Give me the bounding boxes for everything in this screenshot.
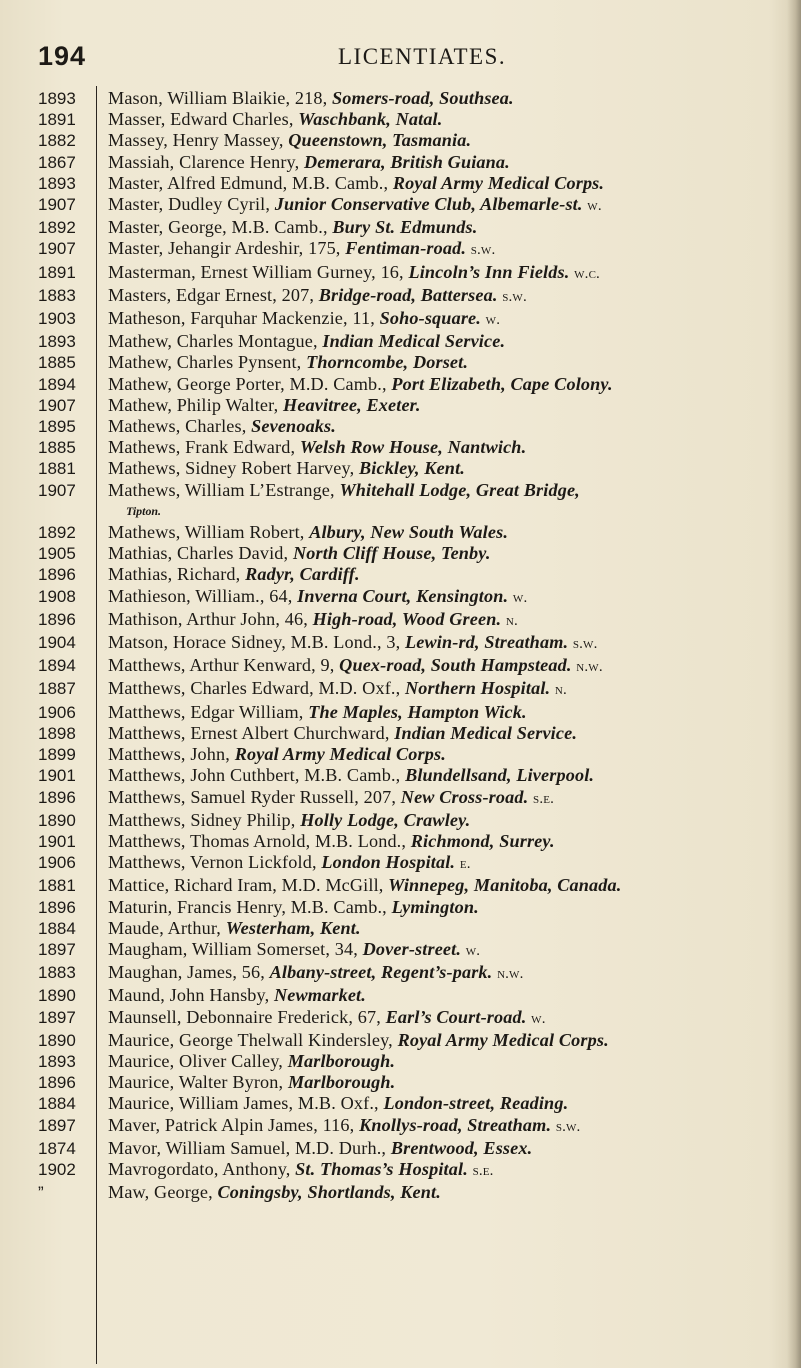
entry-text <box>108 437 792 458</box>
entry-text <box>108 1072 792 1093</box>
entry-address: High-road, Wood Green. <box>312 608 502 629</box>
entry-address: Northern Hospital. <box>405 678 551 699</box>
list-item <box>38 723 798 744</box>
entry-name: Mathias, Richard, <box>108 564 246 585</box>
entry-name: Matthews, Edgar William, <box>108 701 309 722</box>
entry-name: Matthews, Sidney Philip, <box>108 809 301 830</box>
entry-postal-district: w. <box>485 312 501 329</box>
entry-year: 1897 <box>38 939 76 959</box>
page-number: 194 <box>38 41 87 71</box>
entry-year: 1896 <box>38 787 76 807</box>
entry-year: 1891 <box>38 110 76 130</box>
entry-address: Coningsby, Shortlands, Kent. <box>217 1182 441 1203</box>
licentiate-list <box>38 88 798 1203</box>
entry-address: Bickley, Kent. <box>358 458 465 479</box>
entry-year: 1893 <box>38 173 76 193</box>
entry-text <box>108 831 792 852</box>
entry-address: Lincoln’s Inn Fields. <box>408 261 570 282</box>
entry-address: New Cross-road. <box>400 786 529 807</box>
list-item <box>38 632 798 655</box>
entry-text <box>108 88 792 109</box>
entry-text <box>108 810 792 831</box>
entry-text <box>108 1159 792 1182</box>
entry-year: 1893 <box>38 1051 76 1071</box>
entry-text <box>108 1007 792 1030</box>
list-item <box>38 109 798 130</box>
list-item <box>38 962 798 985</box>
entry-name: Maunsell, Debonnaire Frederick, 67, <box>108 1006 386 1027</box>
list-item <box>38 522 798 543</box>
entry-text <box>108 875 792 896</box>
entry-address: Newmarket. <box>274 985 366 1006</box>
entry-address: Dover-street. <box>362 938 462 959</box>
list-item <box>38 352 798 373</box>
entry-address: Brentwood, Essex. <box>390 1137 533 1158</box>
entry-address: Bridge-road, Battersea. <box>318 284 498 305</box>
list-item <box>38 480 798 522</box>
entry-text <box>108 1182 792 1203</box>
list-item <box>38 437 798 458</box>
entry-year: 1892 <box>38 523 76 543</box>
entry-year: 1903 <box>38 309 76 329</box>
entry-text <box>108 962 792 985</box>
entry-year: 1901 <box>38 766 76 786</box>
entry-text <box>108 765 792 786</box>
entry-text <box>108 480 792 501</box>
entry-year: 1890 <box>38 1030 76 1050</box>
entry-name: Maw, George, <box>108 1182 218 1203</box>
entry-year: 1905 <box>38 544 76 564</box>
list-item <box>38 1030 798 1051</box>
entry-year: 1885 <box>38 353 76 373</box>
entry-postal-district: w. <box>465 942 481 959</box>
entry-name: Masterman, Ernest William Gurney, 16, <box>108 261 409 282</box>
entry-address: Fentiman-road. <box>345 238 467 259</box>
entry-name: Matthews, John, <box>108 744 235 765</box>
entry-year: 1895 <box>38 417 76 437</box>
list-item <box>38 678 798 701</box>
list-item <box>38 810 798 831</box>
entry-text <box>108 744 792 765</box>
entry-address: Marlborough. <box>287 1050 396 1071</box>
entry-name: Matthews, Ernest Albert Churchward, <box>108 722 395 743</box>
entry-name: Mason, William Blaikie, 218, <box>108 88 333 108</box>
entry-text <box>108 609 792 632</box>
entry-text <box>108 985 792 1006</box>
entry-year: 1906 <box>38 853 76 873</box>
entry-name: Master, Dudley Cyril, <box>108 194 275 215</box>
page-header <box>38 41 778 77</box>
list-item <box>38 1007 798 1030</box>
list-item <box>38 787 798 810</box>
entry-name: Master, Jehangir Ardeshir, 175, <box>108 238 346 259</box>
entry-name: Mathieson, William., 64, <box>108 585 298 606</box>
entry-year: 1881 <box>38 876 76 896</box>
entry-name: Mathews, William L’Estrange, <box>108 479 340 500</box>
list-item <box>38 985 798 1006</box>
entry-name: Master, Alfred Edmund, M.B. Camb., <box>108 172 393 193</box>
entry-text <box>108 173 792 194</box>
entry-postal-district: s.w. <box>555 1118 581 1135</box>
list-item <box>38 1159 798 1182</box>
entry-name: Mathison, Arthur John, 46, <box>108 608 313 629</box>
list-item <box>38 1093 798 1114</box>
entry-text <box>108 852 792 875</box>
entry-address: Somers-road, Southsea. <box>332 88 514 108</box>
entry-text <box>108 194 792 217</box>
entry-name: Massiah, Clarence Henry, <box>108 151 304 172</box>
entry-address: Indian Medical Service. <box>394 722 578 743</box>
entry-text <box>108 458 792 479</box>
entry-address: North Cliff House, Tenby. <box>292 543 491 564</box>
entry-name: Matthews, John Cuthbert, M.B. Camb., <box>108 765 406 786</box>
entry-address: Lymington. <box>391 896 479 917</box>
entry-address: Queenstown, Tasmania. <box>288 130 472 151</box>
entry-text <box>108 416 792 437</box>
entry-address-continuation: Tipton. <box>126 503 162 518</box>
entry-postal-district: w.c. <box>574 265 600 282</box>
list-item <box>38 609 798 632</box>
entry-postal-district: n.w. <box>576 659 603 676</box>
entry-address: Holly Lodge, Crawley. <box>300 809 471 830</box>
entry-name: Maughan, James, 56, <box>108 962 270 983</box>
entry-text <box>108 522 792 543</box>
list-item <box>38 586 798 609</box>
entry-postal-district: n. <box>554 682 567 699</box>
entry-year: 1904 <box>38 633 76 653</box>
entry-name: Matthews, Samuel Ryder Russell, 207, <box>108 786 401 807</box>
entry-year: 1892 <box>38 218 76 238</box>
entry-address: Lewin-rd, Streatham. <box>405 632 569 653</box>
entry-name: Matthews, Arthur Kenward, 9, <box>108 655 340 676</box>
entry-text <box>108 702 792 723</box>
list-item <box>38 765 798 786</box>
entry-name: Mathew, Charles Montague, <box>108 331 323 352</box>
entry-text <box>108 374 792 395</box>
list-item <box>38 285 798 308</box>
entry-address: Richmond, Surrey. <box>410 830 555 851</box>
list-item <box>38 416 798 437</box>
entry-address: Quex-road, South Hampstead. <box>339 655 572 676</box>
entry-year: 1891 <box>38 262 76 282</box>
entry-year: 1896 <box>38 609 76 629</box>
entry-year: 1890 <box>38 810 76 830</box>
entry-name: Mathews, William Robert, <box>108 522 310 543</box>
list-item <box>38 1182 798 1203</box>
entry-text <box>108 1030 792 1051</box>
entry-text <box>108 331 792 352</box>
entry-year: 1896 <box>38 1073 76 1093</box>
list-item <box>38 564 798 585</box>
list-item <box>38 1115 798 1138</box>
entry-name: Matson, Horace Sidney, M.B. Lond., 3, <box>108 632 406 653</box>
entry-address: Junior Conservative Club, Albemarle-st. <box>274 194 583 215</box>
entry-year: 1907 <box>38 395 76 415</box>
entry-name: Maturin, Francis Henry, M.B. Camb., <box>108 896 392 917</box>
list-item <box>38 1072 798 1093</box>
entry-year: 1906 <box>38 702 76 722</box>
running-head: LICENTIATES. <box>338 44 507 69</box>
entry-text <box>108 152 792 173</box>
entry-text <box>108 939 792 962</box>
entry-year: 1884 <box>38 1094 76 1114</box>
list-item <box>38 395 798 416</box>
entry-name: Maude, Arthur, <box>108 917 226 938</box>
entry-address: Royal Army Medical Corps. <box>234 744 446 765</box>
entry-postal-district: n.w. <box>497 966 524 983</box>
list-item <box>38 939 798 962</box>
entry-address: Whitehall Lodge, Great Bridge, <box>339 479 580 500</box>
list-item <box>38 374 798 395</box>
entry-year: 1894 <box>38 374 76 394</box>
list-item <box>38 702 798 723</box>
list-item <box>38 331 798 352</box>
entry-text <box>108 217 792 238</box>
entry-address: London-street, Reading. <box>383 1093 569 1114</box>
list-item <box>38 152 798 173</box>
entry-address: Westerham, Kent. <box>225 917 361 938</box>
entry-year: 1907 <box>38 239 76 259</box>
list-item <box>38 655 798 678</box>
entry-year: 1893 <box>38 89 76 108</box>
entry-address: Albury, New South Wales. <box>309 522 509 543</box>
entry-text <box>108 564 792 585</box>
entry-year: 1867 <box>38 152 76 172</box>
list-item <box>38 130 798 151</box>
entry-year: 1884 <box>38 918 76 938</box>
entry-address: Bury St. Edmunds. <box>332 217 478 238</box>
entry-year: ” <box>38 1183 44 1203</box>
entry-year: 1890 <box>38 986 76 1006</box>
entry-text <box>108 632 792 655</box>
entry-name: Maurice, William James, M.B. Oxf., <box>108 1093 384 1114</box>
entry-text <box>108 109 792 130</box>
entry-address: Welsh Row House, Nantwich. <box>299 437 527 458</box>
entry-address: Royal Army Medical Corps. <box>397 1029 609 1050</box>
entry-text <box>108 1051 792 1072</box>
entry-name: Mavor, William Samuel, M.D. Durh., <box>108 1137 391 1158</box>
list-item <box>38 875 798 896</box>
entry-text <box>108 586 792 609</box>
entry-name: Mattice, Richard Iram, M.D. McGill, <box>108 875 389 896</box>
entry-postal-district: s.e. <box>472 1162 494 1179</box>
entry-name: Maurice, George Thelwall Kindersley, <box>108 1029 398 1050</box>
list-item <box>38 238 798 261</box>
entry-year: 1898 <box>38 723 76 743</box>
list-item <box>38 852 798 875</box>
entry-year: 1883 <box>38 285 76 305</box>
list-item <box>38 88 798 109</box>
entry-text <box>108 1138 792 1159</box>
entry-name: Matthews, Thomas Arnold, M.B. Lond., <box>108 830 411 851</box>
entry-name: Maurice, Walter Byron, <box>108 1072 288 1093</box>
list-item <box>38 1051 798 1072</box>
list-item <box>38 458 798 479</box>
entry-year: 1907 <box>38 195 76 215</box>
entry-address: Radyr, Cardiff. <box>245 564 360 585</box>
entry-address: Inverna Court, Kensington. <box>297 585 509 606</box>
entry-address: Marlborough. <box>287 1072 396 1093</box>
entry-text <box>108 918 792 939</box>
list-item <box>38 217 798 238</box>
entry-address: Soho-square. <box>379 308 481 329</box>
entry-text <box>108 1115 792 1138</box>
entry-text <box>108 897 792 918</box>
entry-year: 1894 <box>38 656 76 676</box>
entry-address: Port Elizabeth, Cape Colony. <box>391 373 613 394</box>
entry-name: Mathew, Charles Pynsent, <box>108 352 307 373</box>
entry-postal-district: e. <box>459 856 471 873</box>
entry-year: 1896 <box>38 897 76 917</box>
entry-postal-district: s.w. <box>502 288 527 305</box>
entry-address: Royal Army Medical Corps. <box>392 172 605 193</box>
entry-text <box>108 655 792 678</box>
entry-address: Indian Medical Service. <box>322 331 506 352</box>
entry-name: Mathews, Charles, <box>108 416 252 437</box>
entry-text <box>108 238 792 261</box>
entry-postal-district: s.e. <box>533 790 554 807</box>
list-item <box>38 543 798 564</box>
entry-address: Waschbank, Natal. <box>298 109 443 130</box>
entry-name: Maugham, William Somerset, 34, <box>108 938 363 959</box>
entry-name: Mathews, Frank Edward, <box>108 437 300 458</box>
entry-name: Masters, Edgar Ernest, 207, <box>108 284 319 305</box>
list-item <box>38 194 798 217</box>
entry-text <box>108 262 792 285</box>
entry-year: 1908 <box>38 586 76 606</box>
entry-year: 1902 <box>38 1159 76 1179</box>
entry-year: 1899 <box>38 745 76 765</box>
entry-name: Mathew, George Porter, M.D. Camb., <box>108 373 392 394</box>
entry-year: 1893 <box>38 332 76 352</box>
entry-name: Mathews, Sidney Robert Harvey, <box>108 458 359 479</box>
entry-address: Earl’s Court-road. <box>385 1006 527 1027</box>
list-item <box>38 744 798 765</box>
entry-postal-district: n. <box>505 612 518 629</box>
entry-name: Matthews, Charles Edward, M.D. Oxf., <box>108 678 406 699</box>
list-item <box>38 897 798 918</box>
entry-text <box>108 723 792 744</box>
entry-year: 1885 <box>38 438 76 458</box>
entry-name: Maver, Patrick Alpin James, 116, <box>108 1114 360 1135</box>
entry-address: St. Thomas’s Hospital. <box>295 1158 468 1179</box>
entry-postal-district: w. <box>512 589 528 606</box>
list-item <box>38 262 798 285</box>
entry-address: Demerara, British Guiana. <box>304 151 510 172</box>
entry-text <box>108 352 792 373</box>
entry-address: Winnepeg, Manitoba, Canada. <box>388 875 622 896</box>
entry-text <box>108 1093 792 1114</box>
entry-year: 1896 <box>38 565 76 585</box>
entry-year: 1901 <box>38 831 76 851</box>
entry-text <box>108 787 792 810</box>
entry-text <box>108 395 792 416</box>
entry-name: Masser, Edward Charles, <box>108 109 299 130</box>
entry-text <box>108 543 792 564</box>
entry-name: Matthews, Vernon Lickfold, <box>108 852 322 873</box>
list-item <box>38 918 798 939</box>
entry-postal-district: w. <box>531 1010 546 1027</box>
entry-text <box>108 285 792 308</box>
entry-year: 1883 <box>38 963 76 983</box>
entry-postal-district: s.w. <box>470 242 496 259</box>
entry-postal-district: s.w. <box>572 636 598 653</box>
entry-address: The Maples, Hampton Wick. <box>308 701 527 722</box>
entry-address: Thorncombe, Dorset. <box>306 352 469 373</box>
entry-name: Mathias, Charles David, <box>108 543 293 564</box>
entry-name: Maund, John Hansby, <box>108 985 275 1006</box>
entry-year: 1887 <box>38 679 76 699</box>
entry-address: London Hospital. <box>321 852 456 873</box>
entry-year: 1907 <box>38 480 76 500</box>
entry-address: Knollys-road, Streatham. <box>359 1114 552 1135</box>
list-item <box>38 1138 798 1159</box>
entry-text <box>108 130 792 151</box>
entry-name: Mathew, Philip Walter, <box>108 394 284 415</box>
list-item <box>38 173 798 194</box>
entry-year: 1874 <box>38 1138 76 1158</box>
entry-name: Master, George, M.B. Camb., <box>108 217 333 238</box>
list-item <box>38 831 798 852</box>
entry-address: Sevenoaks. <box>251 416 336 437</box>
entry-name: Massey, Henry Massey, <box>108 130 289 151</box>
entry-text <box>108 678 792 701</box>
entry-text <box>108 308 792 331</box>
entry-year: 1897 <box>38 1007 76 1027</box>
entry-postal-district: w. <box>587 198 602 215</box>
entry-address: Heavitree, Exeter. <box>283 394 421 415</box>
entry-name: Mavrogordato, Anthony, <box>108 1158 296 1179</box>
entry-address: Albany-street, Regent’s-park. <box>269 962 493 983</box>
entry-year: 1882 <box>38 131 76 151</box>
list-item <box>38 308 798 331</box>
entry-name: Matheson, Farquhar Mackenzie, 11, <box>108 308 380 329</box>
entry-name: Maurice, Oliver Calley, <box>108 1050 288 1071</box>
entry-year: 1881 <box>38 459 76 479</box>
entry-address: Blundellsand, Liverpool. <box>405 765 595 786</box>
entry-year: 1897 <box>38 1115 76 1135</box>
